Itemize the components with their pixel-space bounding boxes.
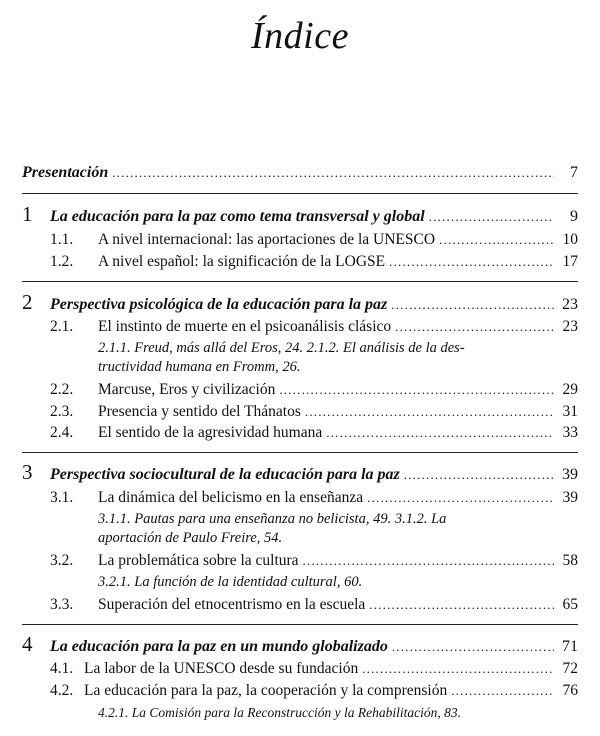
section-number: 3.2. [50, 552, 74, 569]
section-number: 4.1. [50, 660, 74, 677]
section-number: 3.3. [50, 596, 74, 613]
section-3-3-row[interactable] [50, 596, 578, 614]
page-number: 72 [562, 660, 578, 677]
section-2-2-row[interactable] [50, 381, 578, 399]
divider [22, 193, 578, 194]
section-label: Presencia y sentido del Thánatos [98, 403, 301, 420]
leader-dots [439, 232, 554, 248]
section-2-1-row[interactable] [50, 318, 578, 336]
subsection-text: tructividad humana en Fromm, 26. [98, 359, 301, 375]
page-number: 58 [562, 552, 578, 569]
page-number: 33 [562, 424, 578, 441]
page-number: 9 [570, 208, 578, 225]
toc-label: Presentación [22, 164, 109, 181]
section-2-4-row[interactable] [50, 424, 578, 442]
leader-dots [395, 319, 554, 335]
section-2-3-row[interactable] [50, 403, 578, 421]
section-label: Superación del etnocentrismo en la escuela [98, 596, 366, 613]
leader-dots [451, 683, 554, 699]
chapter-3-row[interactable] [22, 460, 578, 485]
page-number: 31 [562, 403, 578, 420]
leader-dots [326, 425, 554, 441]
divider [22, 624, 578, 625]
section-1-2-row[interactable] [50, 253, 578, 271]
page-number: 65 [562, 596, 578, 613]
page-number: 39 [562, 489, 578, 506]
chapter-number: 4 [22, 632, 33, 656]
section-label: La educación para la paz, la cooperación y la comprensión [84, 682, 448, 699]
chapter-2-row[interactable] [22, 290, 578, 315]
subsection-text: 2.1.1. Freud, más allá del Eros, 24. 2.1.2. El análisis de la des- [98, 340, 465, 356]
leader-dots [369, 597, 554, 613]
section-number: 2.3. [50, 403, 74, 420]
section-label: La problemática sobre la cultura [98, 552, 299, 569]
leader-dots [404, 467, 554, 483]
page-number: 17 [562, 253, 578, 270]
page-number: 39 [562, 466, 578, 483]
leader-dots [362, 661, 554, 677]
section-number: 1.2. [50, 253, 74, 270]
section-label: La labor de la UNESCO desde su fundación [84, 660, 359, 677]
chapter-number: 3 [22, 460, 33, 484]
subsection-text: 4.2.1. La Comisión para la Reconstrucción y la Rehabilitación, 83. [98, 705, 461, 720]
chapter-title: La educación para la paz como tema transversal y global [50, 208, 425, 225]
chapter-1-row[interactable] [22, 202, 578, 227]
page-number: 23 [562, 318, 578, 335]
leader-dots [367, 490, 554, 506]
divider [22, 281, 578, 282]
chapter-title: La educación para la paz en un mundo globalizado [50, 638, 388, 655]
subsection-text: 3.1.1. Pautas para una enseñanza no belicista, 49. 3.1.2. La [98, 511, 447, 527]
section-3-2-row[interactable] [50, 552, 578, 570]
section-label: A nivel internacional: las aportaciones de la UNESCO [98, 231, 436, 248]
leader-dots [389, 254, 554, 270]
leader-dots [392, 639, 554, 655]
section-number: 2.1. [50, 318, 74, 335]
page-number: 7 [570, 164, 578, 181]
page-number: 10 [562, 231, 578, 248]
divider [22, 452, 578, 453]
toc-presentacion[interactable] [22, 164, 578, 182]
section-4-1-row[interactable] [50, 660, 578, 678]
chapter-number: 2 [22, 290, 33, 314]
section-3-1-row[interactable] [50, 489, 578, 507]
section-number: 2.4. [50, 424, 74, 441]
page-number: 23 [562, 296, 578, 313]
section-label: El sentido de la agresividad humana [98, 424, 323, 441]
section-number: 1.1. [50, 231, 74, 248]
chapter-title: Perspectiva sociocultural de la educación para la paz [50, 466, 400, 483]
leader-dots [429, 209, 554, 225]
page-title: Índice [251, 15, 349, 57]
section-4-2-row[interactable] [50, 682, 578, 700]
leader-dots [305, 404, 554, 420]
subsection-text: aportación de Paulo Freire, 54. [98, 530, 283, 546]
page-number: 71 [562, 638, 578, 655]
section-number: 4.2. [50, 682, 74, 699]
section-1-1-row[interactable] [50, 231, 578, 249]
section-label: Marcuse, Eros y civilización [98, 381, 276, 398]
section-label: El instinto de muerte en el psicoanálisis clásico [98, 318, 392, 335]
subsection-text: 3.2.1. La función de la identidad cultural, 60. [98, 574, 363, 590]
chapter-title: Perspectiva psicológica de la educación para la paz [50, 296, 388, 313]
leader-dots [391, 297, 554, 313]
leader-dots [112, 165, 554, 181]
section-label: La dinámica del belicismo en la enseñanza [98, 489, 364, 506]
page-number: 29 [562, 381, 578, 398]
leader-dots [279, 382, 554, 398]
page-number: 76 [562, 682, 578, 699]
chapter-number: 1 [22, 202, 33, 226]
section-label: A nivel español: la significación de la LOGSE [98, 253, 386, 270]
leader-dots [303, 553, 554, 569]
section-number: 2.2. [50, 381, 74, 398]
section-number: 3.1. [50, 489, 74, 506]
chapter-4-row[interactable] [22, 632, 578, 657]
